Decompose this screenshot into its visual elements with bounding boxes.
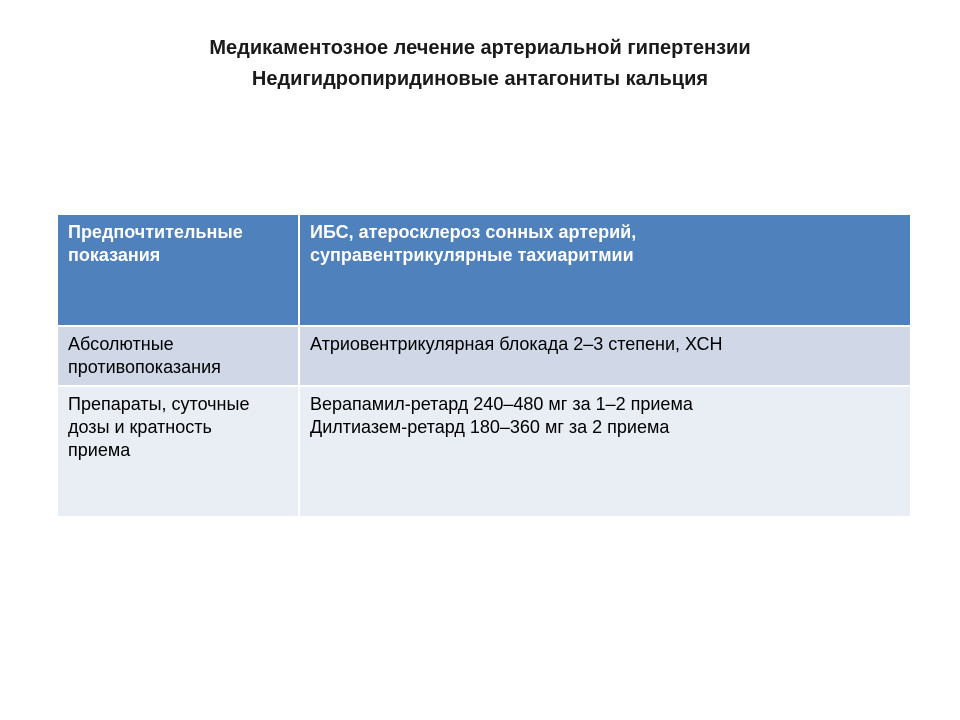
table-row-absolute-contraindications	[57, 326, 911, 386]
cell-text-line: Дилтиазем-ретард 180–360 мг за 2 приема	[310, 417, 670, 437]
cell-text-line: Абсолютные	[68, 334, 174, 354]
title-line-2: Недигидропиридиновые антагониты кальция	[251, 68, 709, 90]
table-row-drugs-doses	[57, 386, 911, 516]
title-line-1: Медикаментозное лечение артериальной гипертензии	[209, 37, 751, 59]
table-cell-value	[299, 215, 911, 326]
cell-text-line: дозы и кратность	[68, 417, 212, 437]
cell-text-line: Препараты, суточные	[68, 394, 250, 414]
cell-text-line: суправентрикулярные тахиаритмии	[310, 245, 634, 265]
treatment-table	[56, 215, 912, 516]
slide-title	[60, 33, 900, 95]
table-cell-value	[299, 326, 911, 386]
cell-text-line: приема	[68, 440, 131, 460]
cell-text-line: показания	[68, 245, 161, 265]
table-cell-label	[57, 386, 299, 516]
table-row-preferred-indications	[57, 215, 911, 326]
cell-text-line: Верапамил-ретард 240–480 мг за 1–2 приема	[310, 394, 693, 414]
cell-text-line: Предпочтительные	[68, 222, 243, 242]
table-cell-label	[57, 215, 299, 326]
cell-text-line: противопоказания	[68, 357, 221, 377]
cell-text-line: ИБС, атеросклероз сонных артерий,	[310, 222, 637, 242]
table-cell-label	[57, 326, 299, 386]
cell-text-line: Атриовентрикулярная блокада 2–3 степени, ХСН	[310, 334, 723, 354]
table-cell-value	[299, 386, 911, 516]
